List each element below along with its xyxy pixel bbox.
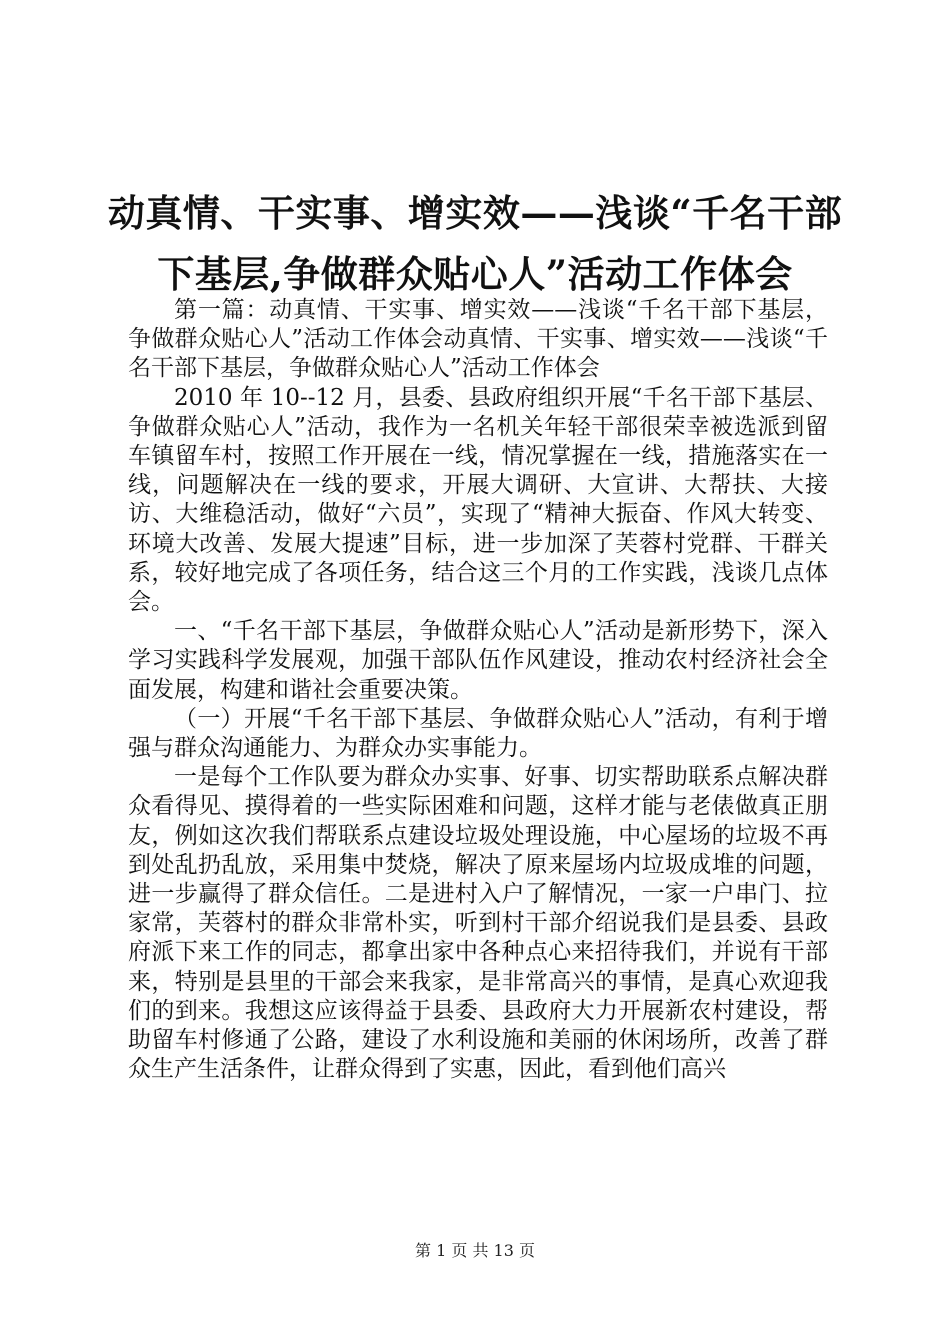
document-title xyxy=(100,183,850,305)
paragraph-2: 2010 年 10--12 月，县委、县政府组织开展“千名干部下基层、争做群众贴心人”活动，我作为一名机关年轻干部很荣幸被选派到留车镇留车村，按照工作开展在一线，情况掌握在一线，措施落实在一线，问题解决在一线的要求，开展大调研、大宣讲、大帮扶、大接访、大维稳活动，做好“六员”，实现了“精神大振奋、作风大转变、环境大改善、发展大提速”目标，进一步加深了芙蓉村党群、干群关系，较好地完成了各项任务，结合这三个月的工作实践，浅谈几点体会。 xyxy=(128,384,828,616)
title-line-1: 动真情、干实事、增实效——浅谈“千名干部 xyxy=(107,191,843,235)
paragraph-1: 第一篇：动真情、干实事、增实效——浅谈“千名干部下基层，争做群众贴心人”活动工作体会动真情、干实事、增实效——浅谈“千名干部下基层，争做群众贴心人”活动工作体会 xyxy=(128,297,828,382)
title-line-2: 下基层,争做群众贴心人”活动工作体会 xyxy=(157,252,793,296)
page-footer: 第 1 页 共 13 页 xyxy=(415,1241,535,1260)
paragraph-4: （一）开展“千名干部下基层、争做群众贴心人”活动，有利于增强与群众沟通能力、为群众办实事能力。 xyxy=(128,705,828,762)
document-body xyxy=(128,296,828,1084)
paragraph-5: 一是每个工作队要为群众办实事、好事、切实帮助联系点解决群众看得见、摸得着的一些实际困难和问题，这样才能与老俵做真正朋友，例如这次我们帮联系点建设垃圾处理设施，中心屋场的垃圾不再到处乱扔乱放，采用集中焚烧，解决了原来屋场内垃圾成堆的问题，进一步赢得了群众信任。二是进村入户了解情况，一家一户串门、拉家常，芙蓉村的群众非常朴实，听到村干部介绍说我们是县委、县政府派下来工作的同志，都拿出家中各种点心来招待我们，并说有干部来，特别是县里的干部会来我家，是非常高兴的事情，是真心欢迎我们的到来。我想这应该得益于县委、县政府大力开展新农村建设，帮助留车村修通了公路，建设了水利设施和美丽的休闲场所，改善了群众生产生活条件，让群众得到了实惠，因此，看到他们高兴 xyxy=(128,764,828,1083)
paragraph-3: 一、“千名干部下基层，争做群众贴心人”活动是新形势下，深入学习实践科学发展观，加强干部队伍作风建设，推动农村经济社会全面发展，构建和谐社会重要决策。 xyxy=(128,618,828,703)
